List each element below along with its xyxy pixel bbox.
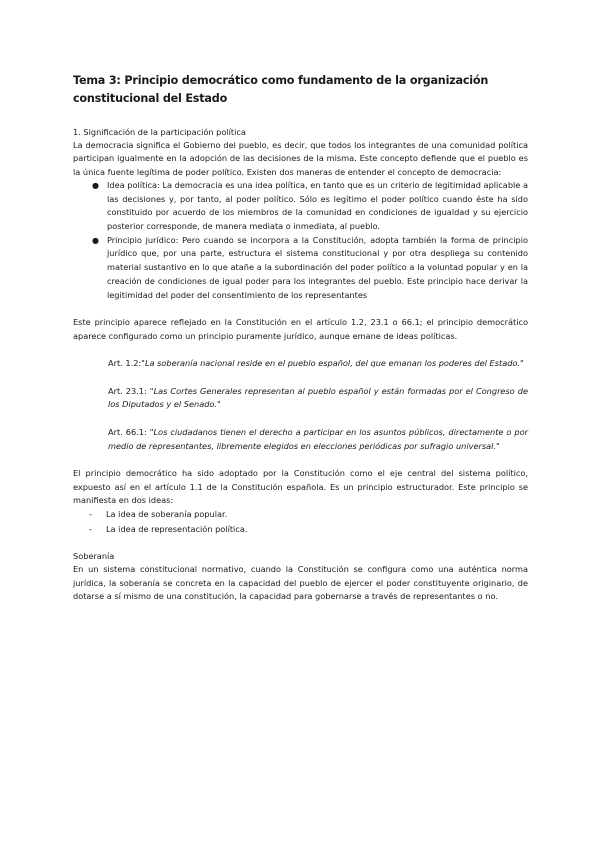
constitution-paragraph: Este principio aparece reflejado en la Constitución en el artículo 1.2, 23.1 o 66.1; el principio democrático aparece configurado como un principio puramente jurídico, aunque emane de ideas políticas. — [73, 317, 528, 341]
quote-text: "Los ciudadanos tienen el derecho a participar en los asuntos públicos, directamente o por medio de representantes, libremente elegidos en elecciones periódicas por sufragio universal." — [108, 426, 528, 451]
ideas-list — [73, 507, 528, 536]
quote-reference: Art. 1.2: — [108, 357, 142, 368]
list-item — [89, 507, 528, 522]
list-item — [92, 179, 528, 234]
soberania-paragraph: En un sistema constitucional normativo, cuando la Constitución se configura como una auténtica norma jurídica, la soberanía se concreta en la capacidad del pueblo de ejercer el poder constituyente originario, de dotarse a sí mismo de una constitución, la capacidad para gobernarse a través de representantes o no. — [73, 564, 528, 601]
quote-text: "La soberanía nacional reside en el pueblo español, del que emanan los poderes del Estado." — [141, 357, 524, 368]
quote-text: "Las Cortes Generales representan al pueblo español y están formadas por el Congreso de los Diputados y el Senado." — [108, 385, 528, 410]
bullet-icon: ● — [92, 235, 99, 245]
document-title: Tema 3: Principio democrático como fundamento de la organización constitucional del Estado — [73, 74, 489, 105]
document-page — [73, 72, 528, 603]
list-item-text: Principio jurídico: Pero cuando se incorpora a la Constitución, adopta también la forma de principio jurídico que, por una parte, estructura el sistema constitucional y por otra despliega su contenido material sustantivo en lo que atañe a la subordinación del poder político a la voluntad popular y en la creación de condiciones de igual poder para los integrantes del pueblo. Este principio hace derivar la legitimidad del poder del consentimiento de los representantes — [107, 234, 528, 300]
dash-icon: - — [89, 523, 92, 534]
quote-reference: Art. 66.1: — [108, 426, 147, 437]
list-item-text: Idea política: La democracia es una idea política, en tanto que es un criterio de legitimidad aplicable a las decisiones y, por tanto, al poder político. Sólo es legítimo el poder político cuando éste ha sido constituido por acuerdo de los miembros de la comunidad en condiciones de igualdad y su ejercicio posterior corresponde, de manera mediata o inmediata, al pueblo. — [107, 179, 528, 231]
democracy-concepts-list — [73, 179, 528, 302]
section-heading-soberania: Soberanía — [73, 551, 115, 562]
section-heading-participacion: 1. Significación de la participación política — [73, 127, 246, 137]
quote-art-1-2 — [73, 357, 528, 371]
quote-art-66-1 — [73, 426, 528, 453]
quote-art-23-1 — [73, 385, 528, 412]
quote-reference: Art. 23.1: — [108, 385, 147, 396]
list-item-text: La idea de representación política. — [106, 523, 248, 534]
dash-icon: - — [89, 509, 92, 520]
list-item — [89, 522, 528, 537]
list-item — [92, 234, 528, 303]
list-item-text: La idea de soberanía popular. — [106, 509, 228, 520]
principle-paragraph: El principio democrático ha sido adoptado por la Constitución como el eje central del sistema político, expuesto así en el artículo 1.1 de la Constitución española. Es un principio estructurador. Este principio se manifiesta en dos ideas: — [73, 468, 528, 505]
bullet-icon: ● — [92, 180, 99, 190]
intro-paragraph: La democracia significa el Gobierno del pueblo, es decir, que todos los integrantes de una comunidad política participan igualmente en la adopción de las decisiones de la misma. Este concepto defiende que el pueblo es la única fuente legítima de poder político. Existen dos maneras de entender el concepto de democracia: — [73, 140, 528, 177]
